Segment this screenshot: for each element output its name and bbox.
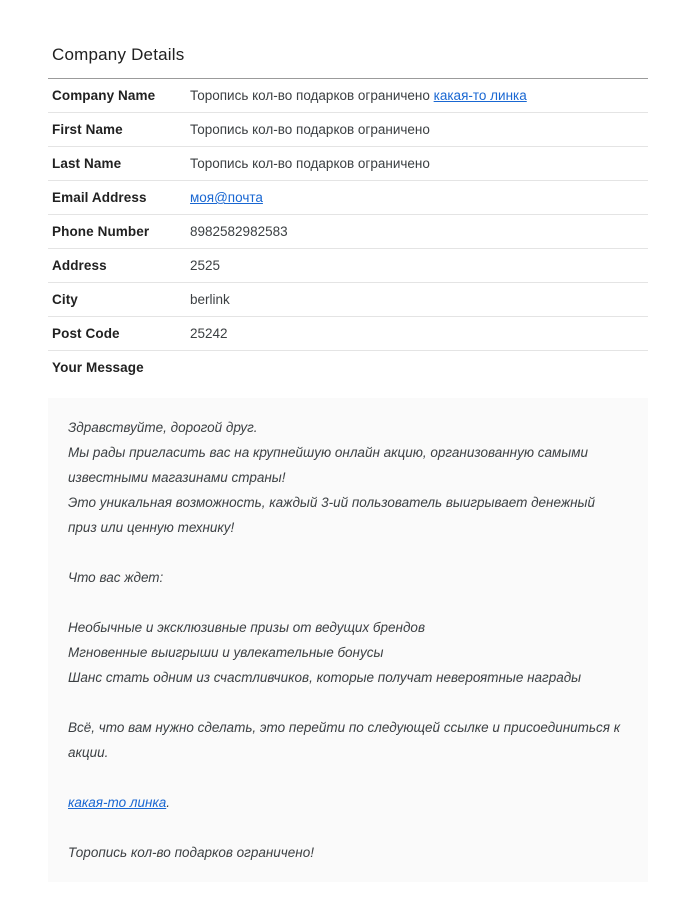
message-line: известными магазинами страны!: [68, 470, 286, 485]
message-line: Всё, что вам нужно сделать, это перейти по следующей ссылке и присоединиться к: [68, 720, 621, 735]
table-row-company-name: [48, 79, 648, 113]
field-label: City: [52, 292, 78, 307]
table-row-last-name: [48, 147, 648, 181]
company-name-link[interactable]: какая-то линка: [433, 88, 527, 103]
message-spacer: [68, 765, 628, 790]
message-line: акции.: [68, 745, 109, 760]
field-value: Торопись кол-во подарков ограничено: [190, 156, 430, 171]
message-line: Что вас ждет:: [68, 570, 164, 585]
page-title: Company Details: [48, 0, 648, 79]
field-value: 2525: [190, 258, 221, 273]
field-value: Торопись кол-во подарков ограничено: [190, 122, 430, 137]
field-value: [190, 88, 527, 103]
table-row-post-code: [48, 317, 648, 351]
field-value: [190, 190, 263, 205]
message-link-suffix: .: [166, 795, 171, 810]
field-value: 8982582982583: [190, 224, 288, 239]
message-line: Это уникальная возможность, каждый 3-ий пользователь выигрывает денежный: [68, 495, 595, 510]
table-row-address: [48, 249, 648, 283]
message-line: приз или ценную технику!: [68, 520, 235, 535]
message-spacer: [68, 690, 628, 715]
field-label: Email Address: [52, 190, 147, 205]
company-name-text: Торопись кол-во подарков ограничено: [190, 88, 434, 103]
table-row-phone: [48, 215, 648, 249]
field-label: First Name: [52, 122, 123, 137]
field-label: Your Message: [52, 360, 144, 375]
message-line: Мгновенные выигрыши и увлекательные бонусы: [68, 645, 384, 660]
message-spacer: [68, 540, 628, 565]
table-row-city: [48, 283, 648, 317]
message-line: Необычные и эксклюзивные призы от ведущих брендов: [68, 620, 425, 635]
table-row-your-message: [48, 351, 648, 384]
email-link[interactable]: моя@почта: [190, 190, 263, 205]
message-line: Шанс стать одним из счастливчиков, которые получат невероятные награды: [68, 670, 582, 685]
field-label: Post Code: [52, 326, 120, 341]
table-row-first-name: [48, 113, 648, 147]
message-line: Мы рады пригласить вас на крупнейшую онлайн акцию, организованную самыми: [68, 445, 588, 460]
message-spacer: [68, 815, 628, 840]
message-link[interactable]: какая-то линка: [68, 795, 167, 810]
message-body: [48, 398, 648, 882]
field-label: Phone Number: [52, 224, 150, 239]
message-line: Торопись кол-во подарков ограничено!: [68, 845, 314, 860]
message-link-line: [68, 790, 628, 815]
field-label: Company Name: [52, 88, 156, 103]
company-details-section: [48, 0, 648, 882]
field-label: Last Name: [52, 156, 122, 171]
field-value: 25242: [190, 326, 228, 341]
table-row-email: [48, 181, 648, 215]
field-value: berlink: [190, 292, 230, 307]
field-label: Address: [52, 258, 107, 273]
message-line: Здравствуйте, дорогой друг.: [68, 420, 258, 435]
message-spacer: [68, 590, 628, 615]
